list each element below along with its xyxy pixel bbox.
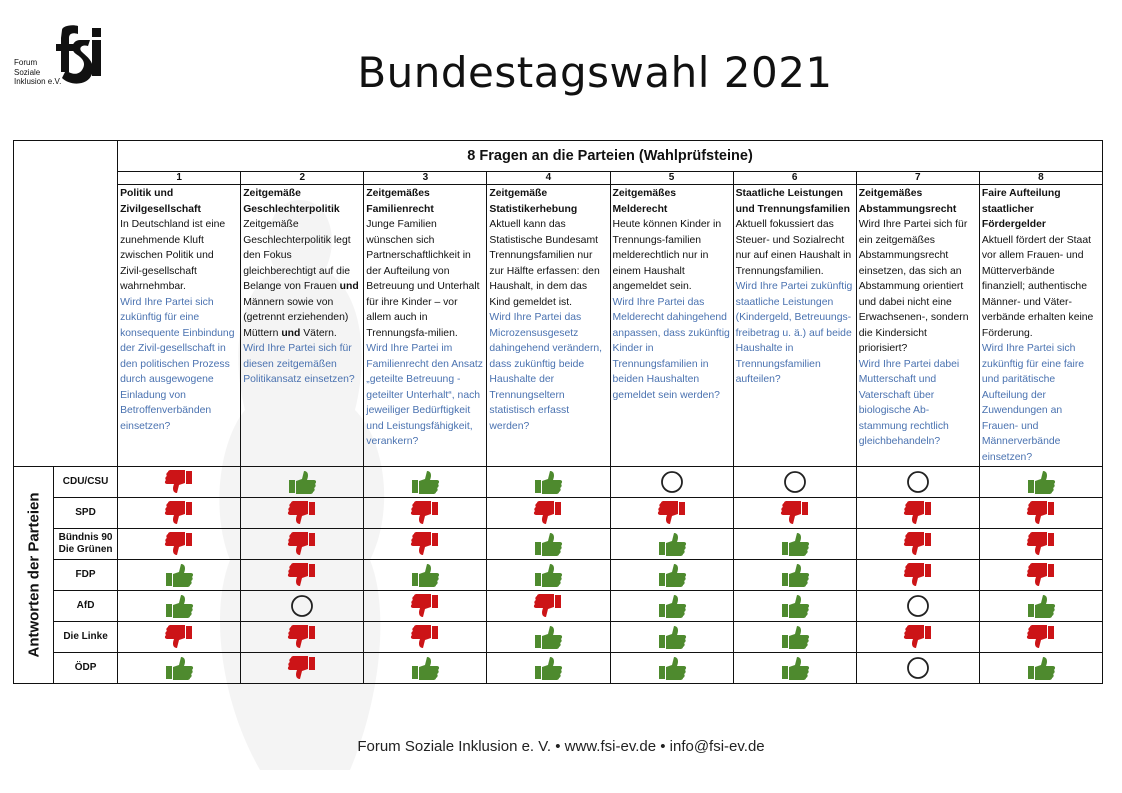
question-title: Zeitgemäße: [489, 188, 548, 199]
neutral-circle-icon: [901, 655, 935, 681]
question-title: Faire Aufteilung: [981, 188, 1061, 199]
thumbs-down-icon: [408, 500, 442, 526]
logo-line: Inklusion e.V.: [14, 77, 62, 86]
thumbs-down-icon: [901, 531, 935, 557]
party-name: [54, 529, 118, 560]
party-name-line: SPD: [75, 507, 96, 518]
thumbs-up-icon: [531, 624, 565, 650]
answer-cell: [733, 560, 856, 591]
answer-cell: [610, 467, 733, 498]
question-context: Aktuell fördert der Staat vor allem Frauen- und Mütterverbände finanziell; authentische Männer- und Väter-verbände erhalten keine Förderung.: [981, 234, 1094, 339]
neutral-circle-icon: [901, 593, 935, 619]
answer-cell: [979, 560, 1102, 591]
thumbs-down-icon: [162, 469, 196, 495]
thumbs-up-icon: [408, 562, 442, 588]
question-text: Wird Ihre Partei sich zukünftig für eine faire und paritätische Aufteilung der Zuwendungen an Frauen- und Männerverbände einsetzen?: [981, 343, 1085, 463]
answer-cell: [118, 653, 241, 684]
thumbs-down-icon: [1024, 624, 1058, 650]
party-name: [54, 467, 118, 498]
neutral-circle-icon: [901, 469, 935, 495]
question-context: Aktuell kann das Statistische Bundesamt Trennungsfamilien nur zur Hälfte erfassen: den Haushalt, in dem das Kind gemeldet ist.: [489, 219, 600, 308]
thumbs-down-icon: [285, 655, 319, 681]
answer-cell: [241, 529, 364, 560]
question-number: 6: [733, 172, 856, 185]
answer-cell: [118, 622, 241, 653]
thumbs-up-icon: [778, 624, 812, 650]
question-number-row: [14, 172, 1103, 185]
party-row: [14, 467, 1103, 498]
answer-cell: [856, 591, 979, 622]
thumbs-up-icon: [778, 655, 812, 681]
thumbs-down-icon: [655, 500, 689, 526]
question-title: und Trennungsfamilien: [735, 203, 850, 215]
question-context-part: und: [339, 281, 359, 292]
thumbs-down-icon: [1024, 562, 1058, 588]
answer-cell: [733, 498, 856, 529]
question-number: 3: [364, 172, 487, 185]
thumbs-down-icon: [285, 531, 319, 557]
thumbs-up-icon: [408, 655, 442, 681]
answer-cell: [733, 591, 856, 622]
survey-table: [13, 140, 1103, 684]
question-title: staatlicher Fördergelder: [981, 203, 1046, 230]
thumbs-down-icon: [162, 531, 196, 557]
question-context: Junge Familien wünschen sich Partnerschaftlichkeit in der Aufteilung von Betreuung und Unterhalt für ihre Kinder – vor allem auch in Trennungsfa-milien.: [366, 219, 480, 339]
question-text-row: [14, 185, 1103, 467]
answer-cell: [487, 560, 610, 591]
answer-cell: [856, 498, 979, 529]
thumbs-up-icon: [655, 593, 689, 619]
thumbs-down-icon: [162, 624, 196, 650]
answer-cell: [241, 653, 364, 684]
question-title: Melderecht: [612, 203, 668, 215]
party-row: [14, 591, 1103, 622]
answer-cell: [733, 529, 856, 560]
page-title: Bundestagswahl 2021: [357, 48, 833, 97]
party-name-line: Bündnis 90: [58, 532, 113, 543]
answer-cell: [979, 498, 1102, 529]
answer-cell: [241, 591, 364, 622]
answer-cell: [733, 467, 856, 498]
answer-cell: [733, 622, 856, 653]
answer-cell: [979, 653, 1102, 684]
answer-cell: [487, 498, 610, 529]
table-header: 8 Fragen an die Parteien (Wahlprüfsteine): [118, 141, 1103, 172]
thumbs-down-icon: [901, 500, 935, 526]
party-row: [14, 653, 1103, 684]
question-cell: [118, 185, 241, 467]
party-row: [14, 560, 1103, 591]
thumbs-down-icon: [531, 500, 565, 526]
thumbs-down-icon: [1024, 500, 1058, 526]
thumbs-down-icon: [408, 624, 442, 650]
thumbs-down-icon: [778, 500, 812, 526]
question-cell: [733, 185, 856, 467]
question-title: Zeitgemäßes: [612, 188, 677, 199]
question-context-part: Vätern.: [300, 327, 337, 339]
answer-cell: [118, 498, 241, 529]
corner-cell: [14, 141, 118, 467]
question-cell: [364, 185, 487, 467]
thumbs-up-icon: [1024, 469, 1058, 495]
side-label-cell: [14, 467, 54, 684]
question-number: 7: [856, 172, 979, 185]
party-row: [14, 529, 1103, 560]
thumbs-up-icon: [778, 562, 812, 588]
question-context-part: Zeitgemäße Geschlechterpolitik legt den Fokus gleichberechtigt auf die Belange von Frauen: [243, 219, 351, 292]
question-context-part: Männern sowie von (getrennt erziehenden) Müttern: [243, 296, 349, 339]
neutral-circle-icon: [778, 469, 812, 495]
thumbs-down-icon: [531, 593, 565, 619]
answer-cell: [118, 591, 241, 622]
question-text: Wird Ihre Partei sich zukünftig für eine konsequente Einbindung der Zivil-gesellschaft in den politischen Prozess durch ausgewogene Einladung von Betroffenverbänden einsetzen?: [120, 296, 235, 432]
party-name: [54, 622, 118, 653]
question-text: Wird Ihre Partei zukünftig staatliche Leistungen (Kindergeld, Betreuungs-freibetrag u. ä.) auf beide Haushalte in Trennungsfamilien aufteilen?: [735, 281, 853, 385]
thumbs-up-icon: [531, 562, 565, 588]
answer-cell: [610, 591, 733, 622]
question-cell: [979, 185, 1102, 467]
answer-cell: [979, 591, 1102, 622]
answer-cell: [487, 591, 610, 622]
answer-cell: [364, 560, 487, 591]
header-row: [14, 141, 1103, 172]
thumbs-up-icon: [531, 531, 565, 557]
thumbs-down-icon: [408, 531, 442, 557]
party-name-line: Die Grünen: [58, 544, 113, 555]
thumbs-up-icon: [655, 624, 689, 650]
question-title: Zeitgemäße: [243, 188, 301, 199]
answer-cell: [733, 653, 856, 684]
question-context: Wird Ihre Partei sich für ein zeitgemäßes Abstammungsrecht einsetzen, das sich an Abstammung orientiert und dabei nicht eine Erwachsenen-, sondern die Kindersicht priorisiert?: [858, 219, 969, 354]
answer-cell: [364, 467, 487, 498]
logo-line: Soziale: [14, 67, 41, 77]
party-name: [54, 591, 118, 622]
thumbs-up-icon: [655, 655, 689, 681]
question-cell: [487, 185, 610, 467]
party-name: [54, 653, 118, 684]
party-name-line: FDP: [75, 569, 96, 580]
answer-cell: [610, 622, 733, 653]
answer-cell: [487, 653, 610, 684]
party-row: [14, 622, 1103, 653]
thumbs-down-icon: [408, 593, 442, 619]
question-context-part: und: [281, 327, 301, 339]
answer-cell: [364, 529, 487, 560]
thumbs-down-icon: [285, 500, 319, 526]
question-context: Heute können Kinder in Trennungs-familien melderechtlich nur in einem Haushalt angemeldet sein.: [612, 219, 722, 292]
question-text: Wird Ihre Partei das Melderecht dahingehend anpassen, dass zukünftig Kinder in Trennungsfamilien in beiden Haushalten gemeldet sein werden?: [612, 296, 730, 401]
thumbs-up-icon: [531, 469, 565, 495]
question-context: [243, 217, 361, 341]
answer-cell: [364, 653, 487, 684]
thumbs-up-icon: [1024, 593, 1058, 619]
thumbs-up-icon: [162, 655, 196, 681]
answer-cell: [487, 529, 610, 560]
answer-cell: [118, 467, 241, 498]
question-number: 1: [118, 172, 241, 185]
question-context: In Deutschland ist eine zunehmende Kluft zwischen Politik und Zivil-gesellschaft wahrnehmbar.: [120, 219, 226, 292]
answer-cell: [979, 467, 1102, 498]
answer-cell: [979, 529, 1102, 560]
thumbs-down-icon: [285, 624, 319, 650]
answer-cell: [364, 622, 487, 653]
answer-cell: [979, 622, 1102, 653]
answer-cell: [364, 498, 487, 529]
thumbs-up-icon: [162, 593, 196, 619]
thumbs-up-icon: [285, 469, 319, 495]
answer-cell: [856, 560, 979, 591]
thumbs-up-icon: [408, 469, 442, 495]
answer-cell: [241, 467, 364, 498]
thumbs-up-icon: [162, 562, 196, 588]
logo-line: Forum: [14, 58, 38, 67]
thumbs-up-icon: [1024, 655, 1058, 681]
answer-cell: [364, 591, 487, 622]
thumbs-down-icon: [162, 500, 196, 526]
question-context: Aktuell fokussiert das Steuer- und Sozialrecht nur auf einen Haushalt in Trennungsfamilien.: [735, 219, 852, 277]
question-number: 4: [487, 172, 610, 185]
question-number: 8: [979, 172, 1102, 185]
question-cell: [610, 185, 733, 467]
thumbs-down-icon: [901, 562, 935, 588]
thumbs-up-icon: [655, 531, 689, 557]
thumbs-down-icon: [1024, 531, 1058, 557]
party-row: [14, 498, 1103, 529]
question-title: Geschlechterpolitik: [243, 203, 340, 215]
question-text: Wird Ihre Partei das Microzensusgesetz dahingehend verändern, dass zukünftig beide Haushalte der Trennungseltern statistisch erfasst werden?: [489, 312, 603, 432]
neutral-circle-icon: [655, 469, 689, 495]
footer-contact: Forum Soziale Inklusion e. V. • www.fsi-ev.de • info@fsi-ev.de: [357, 738, 765, 755]
party-name: [54, 560, 118, 591]
thumbs-up-icon: [778, 531, 812, 557]
answer-cell: [856, 653, 979, 684]
question-title: Staatliche Leistungen: [735, 188, 844, 199]
thumbs-up-icon: [531, 655, 565, 681]
thumbs-down-icon: [901, 624, 935, 650]
question-cell: [856, 185, 979, 467]
answer-cell: [241, 622, 364, 653]
question-text: Wird Ihre Partei dabei Mutterschaft und Vaterschaft über biologische Ab-stammung rechtlich gleichbehandeln?: [858, 358, 960, 447]
answer-cell: [487, 622, 610, 653]
party-name: [54, 498, 118, 529]
thumbs-up-icon: [778, 593, 812, 619]
answer-cell: [118, 529, 241, 560]
neutral-circle-icon: [285, 593, 319, 619]
thumbs-up-icon: [655, 562, 689, 588]
answer-cell: [241, 560, 364, 591]
party-name-line: ÖDP: [74, 662, 97, 673]
party-name-line: Die Linke: [63, 631, 108, 642]
answer-cell: [241, 498, 364, 529]
question-text: Wird Ihre Partei sich für diesen zeitgemäßen Politikansatz einsetzen?: [243, 343, 355, 385]
answer-cell: [610, 653, 733, 684]
answer-cell: [610, 529, 733, 560]
party-name-line: CDU/CSU: [62, 476, 109, 487]
question-title: Zivilgesellschaft: [120, 203, 201, 215]
question-title: Familienrecht: [366, 203, 434, 215]
question-text: Wird Ihre Partei im Familienrecht den Ansatz „geteilte Betreuung - geteilter Unterhalt“, nach jeweiliger Bedürftigkeit und Leistungsfähigkeit, verankern?: [366, 343, 483, 447]
question-title: Statistikerhebung: [489, 203, 578, 215]
question-title: Zeitgemäßes: [366, 188, 430, 199]
answer-cell: [856, 622, 979, 653]
question-number: 2: [241, 172, 364, 185]
question-title: Zeitgemäßes: [858, 188, 923, 199]
answer-cell: [610, 498, 733, 529]
question-number: 5: [610, 172, 733, 185]
answer-cell: [487, 467, 610, 498]
answer-cell: [610, 560, 733, 591]
question-title: Abstammungsrecht: [858, 203, 957, 215]
answer-cell: [856, 467, 979, 498]
thumbs-down-icon: [285, 562, 319, 588]
answer-cell: [118, 560, 241, 591]
answer-cell: [856, 529, 979, 560]
question-cell: [241, 185, 364, 467]
side-label: Antworten der Parteien: [25, 492, 43, 658]
question-title: Politik und: [120, 188, 174, 199]
party-name-line: AfD: [76, 600, 95, 611]
